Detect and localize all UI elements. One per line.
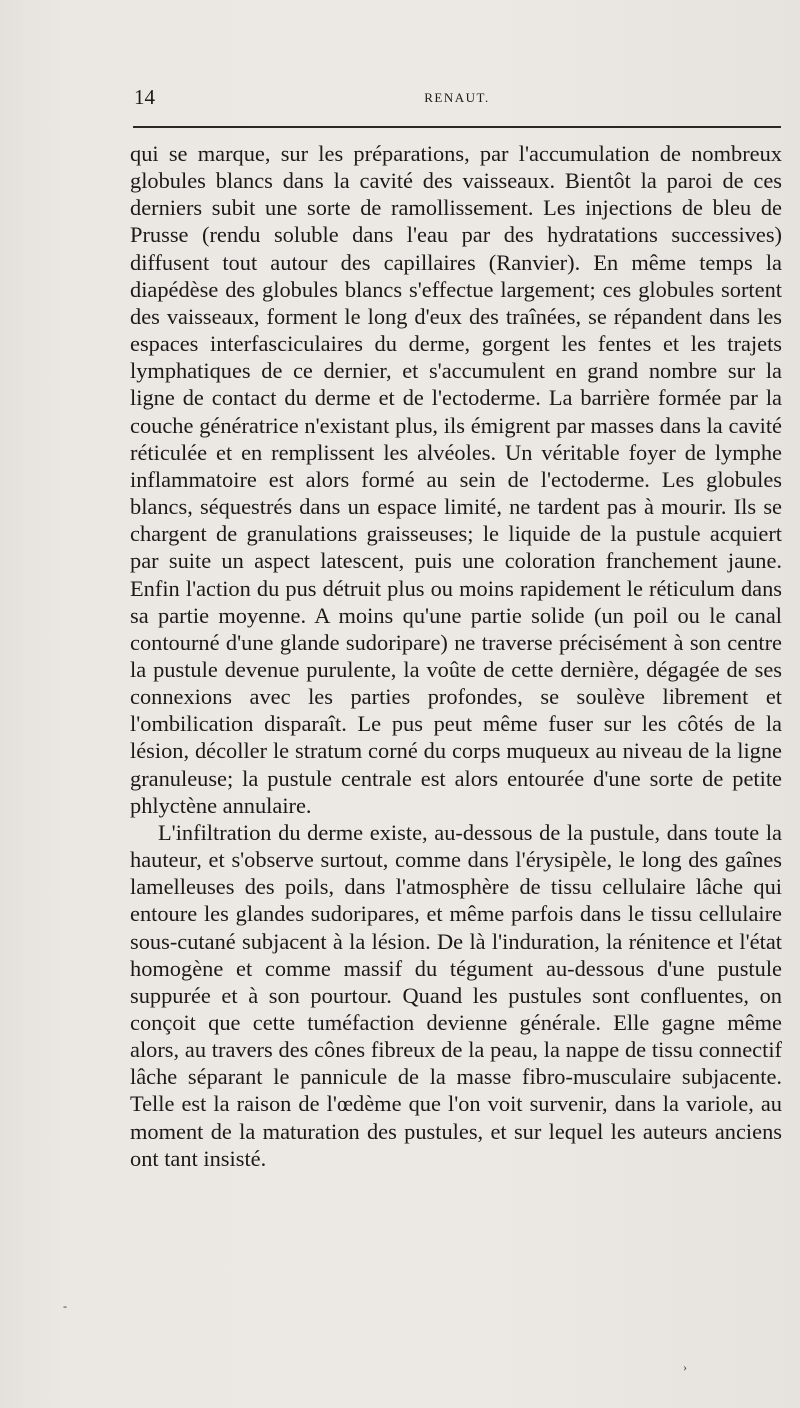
paragraph: qui se marque, sur les préparations, par l'accumulation de nombreux globules blancs dans la cavité des vaisseaux. Bientôt la paroi de ces derniers subit une sorte de ramollissement. Les injections de bleu de Prusse (rendu soluble dans l'eau par des hydratations successives) diffusent tout autour des capillaires (Ranvier). En même temps la diapédèse des globules blancs s'effectue largement; ces globules sortent des vaisseaux, forment le long d'eux des traînées, se répandent dans les espaces interfasciculaires du derme, gorgent les fentes et les trajets lymphatiques de ce dernier, et s'accumulent en grand nombre sur la ligne de contact du derme et de l'ectoderme. La barrière formée par la couche génératrice n'existant plus, ils émigrent par masses dans la cavité réticulée et en remplissent les alvéoles. Un véritable foyer de lymphe inflammatoire est alors formé au sein de l'ectoderme. Les globules blancs, séquestrés dans un espace limité, ne tardent pas à mourir. Ils se chargent de granulations graisseuses; le liquide de la pustule acquiert par suite un aspect latescent, puis une coloration franchement jaune. Enfin l'action du pus détruit plus ou moins rapidement le réticulum dans sa partie moyenne. A moins qu'une partie solide (un poil ou le canal contourné d'une glande sudoripare) ne traverse précisément à son centre la pustule devenue purulente, la voûte de cette dernière, dégagée de ses connexions avec les parties profondes, se soulève librement et l'ombilication disparaît. Le pus peut même fuser sur les côtés de la lésion, décoller le stratum corné du corps muqueux au niveau de la ligne granuleuse; la pustule centrale est alors entourée d'une sorte de petite phlyctène annulaire. (130, 141, 782, 818)
margin-mark: › (683, 1360, 687, 1374)
page-header (134, 86, 780, 108)
page-number: 14 (134, 85, 155, 109)
running-head: RENAUT. (424, 90, 490, 105)
paragraph: L'infiltration du derme existe, au-dessous de la pustule, dans toute la hauteur, et s'observe surtout, comme dans l'érysipèle, le long des gaînes lamelleuses des poils, dans l'atmosphère de tissu cellulaire lâche qui entoure les glandes sudoripares, et même parfois dans le tissu cellulaire sous-cutané subjacent à la lésion. De là l'induration, la rénitence et l'état homogène et comme massif du tégument au-dessous d'une pustule suppurée et à son pourtour. Quand les pustules sont confluentes, on conçoit que cette tuméfaction devienne générale. Elle gagne même alors, au travers des cônes fibreux de la peau, la nappe de tissu connectif lâche séparant le pannicule de la masse fibro-musculaire subjacente. Telle est la raison de l'œdème que l'on voit survenir, dans la variole, au moment de la maturation des pustules, et sur lequel les auteurs anciens ont tant insisté. (130, 819, 782, 1171)
body-text (130, 140, 782, 1172)
header-rule (133, 126, 781, 128)
margin-mark: - (63, 1299, 67, 1313)
